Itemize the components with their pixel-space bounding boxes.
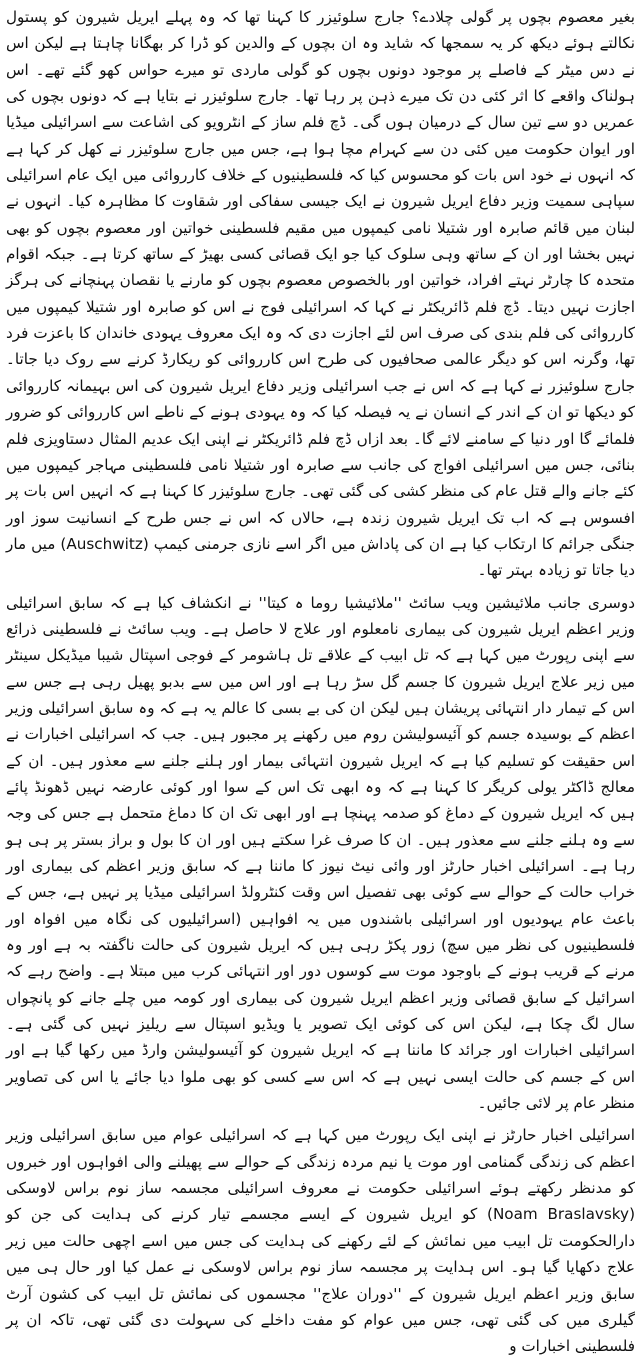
article-paragraph-3: اسرائیلی اخبار حارٹز نے اپنی ایک رپورٹ میں کہا ہے کہ اسرائیلی عوام میں سابق اسرائیلی وزیر اعظم کی زندگی گمنامی اور موت یا نیم مردہ زندگی کے حوالے سے پھیلنے والی افواہوں اور خبروں کو مدنظر رکھتے ہوئے اسرائیلی حکومت نے معروف اسرائیلی مجسمہ ساز نوم براس لاوسکی (Noam Braslavsky) کو ایریل شیرون کے ایسے مجسمے تیار کرنے کی ہدایت کی جن کو دارالحکومت تل ابیب میں نمائش کے لئے رکھنے کی ہدایت کی جس میں اسے اچھی حالت میں زیر علاج دکھایا گیا ہو۔ اس ہدایت پر مجسمہ ساز نوم براس لاوسکی نے عمل کیا اور حال ہی میں سابق وزیر اعظم ایریل شیرون کے ''دوران علاج'' مجسموں کی نمائش تل ابیب کی کشون آرٹ گیلری میں کی گئی تھی، جس میں عوام کو مفت داخلے کی سہولت دی گئی تھی، تاکہ ان پر فلسطینی اخبارات و xyxy=(6,1126,635,1356)
article-paragraph-1: بغیر معصوم بچوں پر گولی چلادے؟ جارج سلوئیزر کا کہنا تھا کہ وہ پہلے ایریل شیرون کو پستول نکالتے ہوئے دیکھ کر یہ سمجھا کہ شاید وہ ان بچوں کے والدین کو ڈرا کر بھگانا چاہتا ہے لیکن اس نے دس میٹر کے فاصلے پر موجود دونوں بچوں کو گولی ماردی تو میرے حواس کھو گئے تھے۔ اس ہولناک واقعے کا اثر کئی دن تک میرے ذہن پر رہا تھا۔ جارج سلوئیزر نے بتایا ہے کہ دونوں بچوں کی عمریں دو سے تین سال کے درمیان ہوں گی۔ ڈچ فلم ساز کے انٹرویو کی اشاعت سے اسرائیلی میڈیا اور ایوان حکومت میں کئی دن سے کہرام مچا ہوا ہے، جس میں جارج سلوئیزر نے کھل کر کہا ہے کہ انہوں نے خود اس بات کو محسوس کیا کہ فلسطینیوں کے خلاف کارروائی میں ایک عام اسرائیلی سپاہی سمیت وزیر دفاع ایریل شیرون نے ایک جیسی سفاکی اور شقاوت کا مظاہرہ کیا۔ انہوں نے لبنان میں قائم صابرہ اور شتیلا نامی کیمپوں میں مقیم فلسطینی خواتین اور معصوم بچوں کو بھی نہیں بخشا اور ان کے ساتھ وہی سلوک کیا جو ایک قصائی کسی بھیڑ کے ساتھ کرتا ہے۔ جبکہ اقوام متحدہ کا چارٹر نہتے افراد، خواتین اور بالخصوص معصوم بچوں کو مارنے یا نقصان پہنچانے کی ہرگز اجازت نہیں دیتا۔ ڈچ فلم ڈائریکٹر نے کہا کہ اسرائیلی فوج نے اس کو صابرہ اور شتیلا کیمپوں میں کارروائی کی فلم بندی کی صرف اس لئے اجازت دی کہ وہ ایک معروف یہودی خاندان کا باعزت فرد تھا، وگرنہ اس کو دیگر عالمی صحافیوں کی طرح اس کارروائی کو ریکارڈ کرنے سے روک دیا جاتا۔ جارج سلوئیزر نے کہا ہے کہ اس نے جب اسرائیلی وزیر دفاع ایریل شیرون کی اس بہیمانہ کارروائی کو دیکھا تو ان کے اندر کے انسان نے یہ فیصلہ کیا کہ وہ یہودی ہونے کے ناطے اس کارروائی کو ضرور فلمائے گا اور دنیا کے سامنے لائے گا۔ بعد ازاں ڈچ فلم ڈائریکٹر نے اپنی ایک عدیم المثال دستاویزی فلم بنائی، جس میں اسرائیلی افواج کی جانب سے صابرہ اور شتیلا نامی فلسطینی مہاجر کیمپوں میں کئے جانے والے قتل عام کی منظر کشی کی گئی تھی۔ جارج سلوئیزر کا کہنا ہے کہ انہیں اس بات پر افسوس ہے کہ اب تک ایریل شیرون زندہ ہے، حالاں کہ اس نے جس طرح کے انسانیت سوز اور جنگی جرائم کا ارتکاب کیا ہے ان کی پاداش میں اگر اسے نازی جرمنی کیمپ (Auschwitz) میں مار دیا جاتا تو زیادہ بہتر تھا۔ xyxy=(6,8,635,580)
article-paragraph-2: دوسری جانب ملائیشین ویب سائٹ ''ملائیشیا روما ہ کیتا'' نے انکشاف کیا ہے کہ سابق اسرائیلی وزیر اعظم ایریل شیرون کی بیماری نامعلوم اور علاج لا حاصل ہے۔ ویب سائٹ نے فلسطینی ذرائع سے اپنی رپورٹ میں کہا ہے کہ تل ابیب کے علاقے تل ہاشومر کے فوجی اسپتال شیبا میڈیکل سینٹر میں زیر علاج ایریل شیرون کا جسم گل سڑ رہا ہے اور اس میں سے بدبو پھیل رہی ہے جس سے اس کے تیمار دار انتہائی پریشان ہیں لیکن ان کی بے بسی کا عالم یہ ہے کہ وہ سابق اسرائیلی وزیر اعظم کے بوسیدہ جسم کو آئیسولیشن روم میں رکھنے پر مجبور ہیں۔ جب کہ اسرائیلی اخبارات نے اس حقیقت کو تسلیم کیا ہے کہ ایریل شیرون انتہائی بیمار اور ہلنے جلنے سے معذور ہیں۔ ان کے معالج ڈاکٹر یولی کریگر کا کہنا ہے کہ وہ ابھی تک اس کے سوا اور کوئی عارضہ نہیں ڈھونڈ پائے ہیں کہ ایریل شیرون کے دماغ کو صدمہ پہنچا ہے اور ابھی تک ان کا دماغ متحمل ہے جس کی وجہ سے وہ ہلنے جلنے سے معذور ہیں۔ ان کا صرف غرا سکتے ہیں اور ان کا بول و براز بستر پر ہی ہو رہا ہے۔ اسرائیلی اخبار حارٹز اور وائی نیٹ نیوز کا ماننا ہے کہ سابق وزیر اعظم کی بیماری اور خراب حالت کے حوالے سے کوئی بھی تفصیل اس وقت کنٹرولڈ اسرائیلی میڈیا پر نہیں ہے، جس کے باعث عام یہودیوں اور اسرائیلی باشندوں میں یہ افواہیں (اسرائیلیوں کی نگاہ میں افواہ اور فلسطینیوں کی نظر میں سچ) زور پکڑ رہی ہیں کہ ایریل شیرون کی حالت ناگفتہ بہ ہے اور وہ مرنے کے قریب ہونے کے باوجود موت سے کوسوں دور اور انتہائی کرب میں مبتلا ہے۔ واضح رہے کہ اسرائیل کے سابق قصائی وزیر اعظم ایریل شیرون کی بیماری اور کومہ میں چلے جانے کو پانچواں سال لگ چکا ہے، لیکن اس کی کوئی ایک تصویر یا ویڈیو اسپتال سے ریلیز نہیں کی گئی ہے۔ اسرائیلی اخبارات اور جرائد کا ماننا ہے کہ ایریل شیرون کو آئیسولیشن وارڈ میں رکھا گیا ہے اور اس کے جسم کی حالت ایسی نہیں ہے کہ اس سے کسی کو بھی ملوا دیا جائے یا اس کی تصاویر منظر عام پر لائی جائیں۔ xyxy=(6,593,635,1113)
